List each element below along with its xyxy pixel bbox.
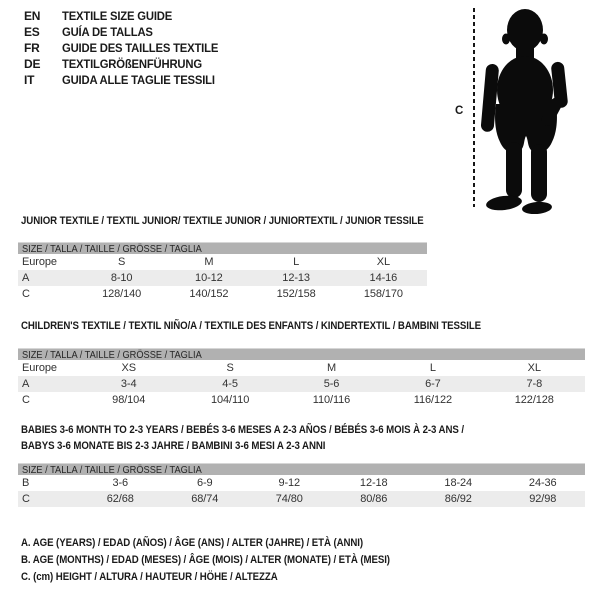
table-row (18, 376, 585, 392)
language-code: ES (24, 25, 40, 39)
language-title: TEXTILE SIZE GUIDE (62, 9, 173, 23)
table-cell: 74/80 (275, 493, 303, 505)
language-code: DE (24, 57, 41, 71)
baby-silhouette-image (481, 6, 573, 214)
language-title: TEXTILGRÖßENFÜHRUNG (62, 57, 202, 71)
row-label: C (22, 493, 30, 505)
row-label: A (22, 272, 30, 284)
table-cell: XL (376, 256, 390, 268)
table-cell: M (326, 362, 337, 374)
language-code: IT (24, 73, 35, 87)
table-cell: M (204, 256, 214, 268)
table-cell: 98/104 (112, 394, 146, 406)
table-cell: 5-6 (323, 378, 340, 390)
table-cell: 110/116 (312, 394, 351, 406)
table-cell: 92/98 (529, 493, 557, 505)
table-cell: 4-5 (222, 378, 238, 390)
language-row-it (24, 72, 228, 88)
table-cell: 80/86 (360, 493, 388, 505)
language-code: EN (24, 9, 41, 23)
table-cell: 152/158 (276, 288, 316, 300)
table-cell: 140/152 (189, 288, 229, 300)
language-title: GUÍA DE TALLAS (62, 25, 153, 39)
table-cell: 158/170 (363, 288, 403, 300)
row-label: C (22, 288, 30, 300)
table-cell: 12-13 (282, 272, 310, 284)
table-cell: 9-12 (278, 477, 301, 489)
table-cell: 10-12 (195, 272, 223, 284)
row-label: C (22, 394, 30, 406)
footnote-a: A. AGE (YEARS) / EDAD (AÑOS) / ÂGE (ANS) / ALTER (JAHRE) / ETÀ (ANNI) (21, 537, 364, 549)
section-title-junior: JUNIOR TEXTILE / TEXTIL JUNIOR/ TEXTILE JUNIOR / JUNIORTEXTIL / JUNIOR TESSILE (21, 215, 424, 227)
table-cell: S (226, 362, 234, 374)
table-cell: 12-18 (359, 477, 388, 489)
height-marker-label: C (455, 105, 464, 117)
language-row-fr (24, 40, 228, 56)
table-cell: 3-4 (120, 378, 137, 390)
table-cell: 8-10 (110, 272, 133, 284)
table-cell: 104/110 (210, 394, 250, 406)
table-cell: L (429, 362, 436, 374)
language-code: FR (24, 41, 40, 55)
table-cell: 62/68 (106, 493, 134, 505)
table-row (18, 392, 585, 408)
table-cell: 3-6 (112, 477, 129, 489)
language-title: GUIDE DES TAILLES TEXTILE (62, 41, 219, 55)
table-row (18, 254, 427, 270)
height-dashed-line (473, 8, 475, 207)
section-title-babies-line1: BABIES 3-6 MONTH TO 2-3 YEARS / BEBÉS 3-6 MESES A 2-3 AÑOS / BÉBÉS 3-6 MOIS À 2-3 ANS / (21, 424, 464, 436)
section-title-children: CHILDREN'S TEXTILE / TEXTIL NIÑO/A / TEXTILE DES ENFANTS / KINDERTEXTIL / BAMBINI TESSILE (21, 320, 482, 332)
table-cell: S (118, 256, 126, 268)
table-cell: XL (527, 362, 541, 374)
table-cell: 24-36 (528, 477, 557, 489)
size-header-bar: SIZE / TALLA / TAILLE / GRÖSSE / TAGLIA (18, 348, 585, 360)
table-row (18, 475, 585, 491)
table-row (18, 286, 427, 302)
row-label: A (22, 378, 30, 390)
table-cell: 68/74 (191, 493, 219, 505)
row-label: Europe (22, 256, 57, 268)
table-cell: 122/128 (514, 394, 554, 406)
table-cell: 6-7 (425, 378, 441, 390)
table-cell: 116/122 (413, 394, 453, 406)
language-row-de (24, 56, 228, 72)
language-title-list (24, 8, 228, 88)
table-cell: 7-8 (526, 378, 543, 390)
section-title-babies-line2: BABYS 3-6 MONATE BIS 2-3 JAHRE / BAMBINI 3-6 MESI A 2-3 ANNI (21, 440, 326, 452)
table-cell: 86/92 (444, 493, 472, 505)
table-cell: 6-9 (196, 477, 213, 489)
junior-size-table (18, 242, 427, 302)
table-cell: XS (121, 362, 136, 374)
table-cell: L (293, 256, 300, 268)
size-header-bar: SIZE / TALLA / TAILLE / GRÖSSE / TAGLIA (18, 463, 585, 475)
language-row-es (24, 24, 228, 40)
table-row (18, 270, 427, 286)
row-label: Europe (22, 362, 57, 374)
row-label: B (22, 477, 30, 489)
size-header-bar: SIZE / TALLA / TAILLE / GRÖSSE / TAGLIA (18, 242, 427, 254)
footnote-b: B. AGE (MONTHS) / EDAD (MESES) / ÂGE (MOIS) / ALTER (MONATE) / ETÀ (MESI) (21, 554, 390, 566)
footnote-c: C. (cm) HEIGHT / ALTURA / HAUTEUR / HÖHE / ALTEZZA (21, 571, 278, 583)
table-cell: 14-16 (369, 272, 398, 284)
table-row (18, 360, 585, 376)
footnotes (21, 537, 440, 588)
table-cell: 18-24 (444, 477, 473, 489)
table-cell: 128/140 (102, 288, 142, 300)
language-title: GUIDA ALLE TAGLIE TESSILI (62, 73, 215, 87)
language-row-en (24, 8, 228, 24)
table-row (18, 491, 585, 507)
children-size-table (18, 348, 585, 408)
babies-size-table (18, 463, 585, 507)
